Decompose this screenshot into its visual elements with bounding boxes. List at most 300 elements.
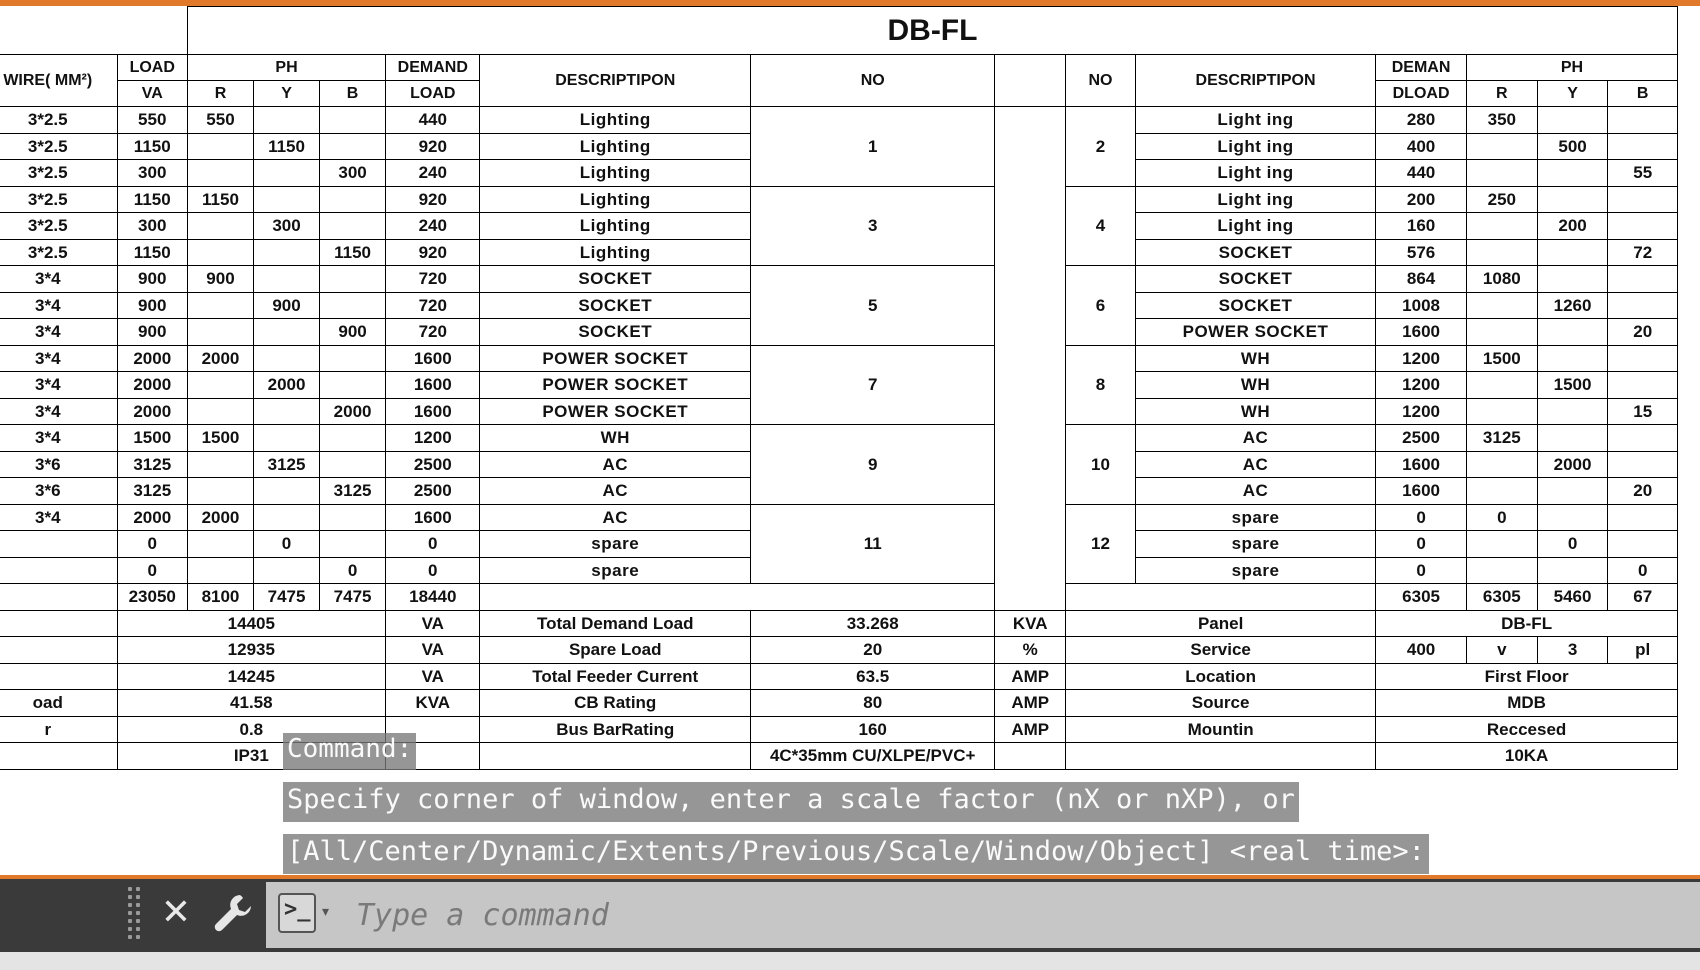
panel-info-value: First Floor <box>1376 663 1678 690</box>
table-row <box>0 107 1678 134</box>
phase-r: 1150 <box>187 186 253 213</box>
header-demand: DEMAND <box>386 55 480 81</box>
circuit-no-right: 12 <box>1066 504 1136 584</box>
demand-load-right: 1600 <box>1376 319 1467 346</box>
panel-info-value: 10KA <box>1376 743 1678 770</box>
close-icon[interactable]: ✕ <box>160 892 192 933</box>
phase-r <box>187 213 253 240</box>
phase-b <box>320 213 386 240</box>
description: SOCKET <box>480 266 751 293</box>
summary-item-unit: AMP <box>995 663 1066 690</box>
header-ph: PH <box>187 55 385 81</box>
demand-load-right: 160 <box>1376 213 1467 240</box>
load-va: 900 <box>117 266 187 293</box>
phase-b <box>320 451 386 478</box>
load-va: 0 <box>117 531 187 558</box>
phase-y-right <box>1537 478 1608 505</box>
phase-b-right <box>1608 107 1678 134</box>
summary-value: IP31 <box>117 743 386 770</box>
demand-load-right: 0 <box>1376 531 1467 558</box>
phase-y-right: 2000 <box>1537 451 1608 478</box>
phase-r-right: 0 <box>1466 504 1537 531</box>
phase-y: 0 <box>254 531 320 558</box>
phase-r-right <box>1466 239 1537 266</box>
header-description-right: DESCRIPTIPON <box>1135 55 1375 107</box>
phase-r <box>187 133 253 160</box>
table-row <box>0 266 1678 293</box>
description: POWER SOCKET <box>480 345 751 372</box>
description: SOCKET <box>480 292 751 319</box>
summary-label <box>0 663 117 690</box>
phase-y-right <box>1537 504 1608 531</box>
phase-y-right: 200 <box>1537 213 1608 240</box>
phase-y: 300 <box>254 213 320 240</box>
header-no-right: NO <box>1066 55 1136 107</box>
demand-load: 1600 <box>386 345 480 372</box>
phase-r <box>187 319 253 346</box>
panel-info-label: Service <box>1066 637 1376 664</box>
summary-label <box>0 610 117 637</box>
drawing-canvas[interactable] <box>0 6 1700 876</box>
wire-size: 3*6 <box>0 478 117 505</box>
panel-info-value: MDB <box>1376 690 1678 717</box>
description-right: POWER SOCKET <box>1135 319 1375 346</box>
circuit-no-right: 6 <box>1066 266 1136 346</box>
phase-y <box>254 107 320 134</box>
wire-size: 3*4 <box>0 345 117 372</box>
header-b-right: B <box>1608 81 1678 107</box>
circuit-no: 9 <box>751 425 995 505</box>
phase-y-right <box>1537 425 1608 452</box>
phase-y-right <box>1537 345 1608 372</box>
header-description: DESCRIPTIPON <box>480 55 751 107</box>
header-va: VA <box>117 81 187 107</box>
description: POWER SOCKET <box>480 398 751 425</box>
demand-load: 720 <box>386 266 480 293</box>
phase-r <box>187 239 253 266</box>
phase-b: 3125 <box>320 478 386 505</box>
summary-item-value: 20 <box>751 637 995 664</box>
demand-load: 1600 <box>386 372 480 399</box>
demand-load: 720 <box>386 292 480 319</box>
circuit-no-right: 8 <box>1066 345 1136 425</box>
phase-y-right <box>1537 557 1608 584</box>
demand-load-right: 576 <box>1376 239 1467 266</box>
summary-item-label <box>480 743 751 770</box>
phase-y: 900 <box>254 292 320 319</box>
phase-r-right <box>1466 213 1537 240</box>
title-spacer <box>117 7 187 55</box>
summary-unit: VA <box>386 663 480 690</box>
demand-load-right: 280 <box>1376 107 1467 134</box>
summary-item-label: Bus BarRating <box>480 716 751 743</box>
phase-b-right <box>1608 213 1678 240</box>
command-prompt-icon[interactable]: >_ <box>278 893 316 933</box>
summary-row <box>0 663 1678 690</box>
phase-y <box>254 266 320 293</box>
description-right: Light ing <box>1135 213 1375 240</box>
demand-load-right: 200 <box>1376 186 1467 213</box>
phase-y <box>254 478 320 505</box>
wire-size: 3*2.5 <box>0 107 117 134</box>
phase-y-right <box>1537 186 1608 213</box>
description: AC <box>480 478 751 505</box>
summary-unit: KVA <box>386 690 480 717</box>
summary-item-unit: KVA <box>995 610 1066 637</box>
phase-b-right: 72 <box>1608 239 1678 266</box>
summary-label <box>0 743 117 770</box>
phase-y: 3125 <box>254 451 320 478</box>
phase-b: 0 <box>320 557 386 584</box>
totals-spacer <box>1066 584 1376 611</box>
demand-load-right: 2500 <box>1376 425 1467 452</box>
summary-label: r <box>0 716 117 743</box>
total-demand-right: 6305 <box>1376 584 1467 611</box>
phase-r-right <box>1466 531 1537 558</box>
phase-r-right <box>1466 478 1537 505</box>
phase-r-right <box>1466 292 1537 319</box>
phase-r-right <box>1466 557 1537 584</box>
phase-b-right: 20 <box>1608 319 1678 346</box>
description: Lighting <box>480 239 751 266</box>
load-va: 2000 <box>117 372 187 399</box>
load-va: 1150 <box>117 133 187 160</box>
wrench-icon[interactable] <box>210 889 258 937</box>
demand-load: 1200 <box>386 425 480 452</box>
load-va: 3125 <box>117 478 187 505</box>
phase-r-right <box>1466 133 1537 160</box>
phase-b <box>320 345 386 372</box>
phase-y-right: 0 <box>1537 531 1608 558</box>
summary-label: oad <box>0 690 117 717</box>
phase-y <box>254 557 320 584</box>
description: Lighting <box>480 213 751 240</box>
service-phase: 3 <box>1537 637 1608 664</box>
phase-y <box>254 160 320 187</box>
phase-b-right <box>1608 292 1678 319</box>
phase-y-right <box>1537 239 1608 266</box>
description-right: SOCKET <box>1135 292 1375 319</box>
circuit-no: 5 <box>751 266 995 346</box>
demand-load-right: 440 <box>1376 160 1467 187</box>
description-right: WH <box>1135 345 1375 372</box>
service-phase-unit: pl <box>1608 637 1678 664</box>
command-input[interactable] <box>356 892 1656 938</box>
phase-r <box>187 292 253 319</box>
status-bar <box>0 952 1700 970</box>
wire-size: 3*4 <box>0 319 117 346</box>
load-va: 1150 <box>117 186 187 213</box>
summary-item-label: Total Demand Load <box>480 610 751 637</box>
phase-b <box>320 186 386 213</box>
wire-size: 3*2.5 <box>0 239 117 266</box>
phase-b-right: 15 <box>1608 398 1678 425</box>
phase-b-right <box>1608 345 1678 372</box>
summary-value: 14245 <box>117 663 386 690</box>
load-va: 3125 <box>117 451 187 478</box>
wire-size <box>0 531 117 558</box>
panel-info-value: Reccesed <box>1376 716 1678 743</box>
panel-info-label: Mountin <box>1066 716 1376 743</box>
summary-row <box>0 690 1678 717</box>
phase-y <box>254 425 320 452</box>
phase-y-right <box>1537 319 1608 346</box>
phase-y-right <box>1537 266 1608 293</box>
description-right: AC <box>1135 425 1375 452</box>
circuit-no: 1 <box>751 107 995 187</box>
summary-row <box>0 637 1678 664</box>
table-row <box>0 425 1678 452</box>
panel-schedule-table <box>0 6 1678 770</box>
panel-info-value: DB-FL <box>1376 610 1678 637</box>
phase-b <box>320 531 386 558</box>
description: WH <box>480 425 751 452</box>
phase-r <box>187 160 253 187</box>
phase-b: 1150 <box>320 239 386 266</box>
header-y: Y <box>254 81 320 107</box>
load-va: 550 <box>117 107 187 134</box>
phase-r-right <box>1466 160 1537 187</box>
table-row <box>0 345 1678 372</box>
phase-y-right: 500 <box>1537 133 1608 160</box>
description: POWER SOCKET <box>480 372 751 399</box>
phase-b-right <box>1608 186 1678 213</box>
description-right: AC <box>1135 478 1375 505</box>
table-row <box>0 186 1678 213</box>
phase-r-right: 250 <box>1466 186 1537 213</box>
phase-r-right <box>1466 451 1537 478</box>
demand-load-right: 864 <box>1376 266 1467 293</box>
phase-b-right: 0 <box>1608 557 1678 584</box>
description-right: WH <box>1135 398 1375 425</box>
total-r-right: 6305 <box>1466 584 1537 611</box>
phase-y <box>254 186 320 213</box>
center-gap <box>995 107 1066 611</box>
phase-r: 550 <box>187 107 253 134</box>
circuit-no: 3 <box>751 186 995 266</box>
circuit-no: 7 <box>751 345 995 425</box>
description-right: Light ing <box>1135 186 1375 213</box>
description-right: SOCKET <box>1135 239 1375 266</box>
demand-load: 2500 <box>386 451 480 478</box>
phase-b-right: 55 <box>1608 160 1678 187</box>
summary-value: 12935 <box>117 637 386 664</box>
phase-b <box>320 266 386 293</box>
load-va: 900 <box>117 292 187 319</box>
summary-item-label: Total Feeder Current <box>480 663 751 690</box>
service-voltage-unit: v <box>1466 637 1537 664</box>
phase-r <box>187 451 253 478</box>
phase-r: 900 <box>187 266 253 293</box>
summary-item-value: 33.268 <box>751 610 995 637</box>
summary-item-value: 4C*35mm CU/XLPE/PVC+ <box>751 743 995 770</box>
header-y-right: Y <box>1537 81 1608 107</box>
wire-size: 3*4 <box>0 266 117 293</box>
demand-load-right: 1200 <box>1376 345 1467 372</box>
description: Lighting <box>480 186 751 213</box>
summary-row <box>0 716 1678 743</box>
load-va: 300 <box>117 160 187 187</box>
description-right: Light ing <box>1135 160 1375 187</box>
summary-item-label: Spare Load <box>480 637 751 664</box>
total-va: 23050 <box>117 584 187 611</box>
total-b-right: 67 <box>1608 584 1678 611</box>
load-va: 2000 <box>117 345 187 372</box>
phase-b-right <box>1608 451 1678 478</box>
description: AC <box>480 451 751 478</box>
phase-y-right: 1500 <box>1537 372 1608 399</box>
summary-item-value: 63.5 <box>751 663 995 690</box>
wire-size: 3*4 <box>0 372 117 399</box>
title-spacer <box>0 7 117 55</box>
total-r: 8100 <box>187 584 253 611</box>
wire-size: 3*4 <box>0 292 117 319</box>
demand-load: 240 <box>386 213 480 240</box>
header-wire: WIRE( MM²) <box>0 55 117 107</box>
description-right: Light ing <box>1135 107 1375 134</box>
description-right: spare <box>1135 531 1375 558</box>
summary-item-unit <box>995 743 1066 770</box>
phase-b <box>320 425 386 452</box>
phase-y-right: 1260 <box>1537 292 1608 319</box>
summary-row <box>0 743 1678 770</box>
phase-y <box>254 239 320 266</box>
phase-b: 300 <box>320 160 386 187</box>
summary-item-value: 80 <box>751 690 995 717</box>
phase-y-right <box>1537 160 1608 187</box>
recent-commands-dropdown-icon[interactable]: ▾ <box>322 904 330 920</box>
demand-load-right: 1600 <box>1376 451 1467 478</box>
phase-r-right <box>1466 398 1537 425</box>
summary-item-unit: AMP <box>995 690 1066 717</box>
summary-unit: VA <box>386 637 480 664</box>
phase-b <box>320 133 386 160</box>
summary-value: 14405 <box>117 610 386 637</box>
drag-handle-icon[interactable] <box>128 887 148 941</box>
phase-y-right <box>1537 107 1608 134</box>
circuit-no-right: 10 <box>1066 425 1136 505</box>
summary-item-value: 160 <box>751 716 995 743</box>
wire-size: 3*4 <box>0 504 117 531</box>
demand-load: 720 <box>386 319 480 346</box>
header-r-right: R <box>1466 81 1537 107</box>
phase-r <box>187 398 253 425</box>
wire-size: 3*4 <box>0 398 117 425</box>
phase-b <box>320 504 386 531</box>
demand-load: 1600 <box>386 504 480 531</box>
phase-r <box>187 372 253 399</box>
phase-y <box>254 398 320 425</box>
summary-item-unit: AMP <box>995 716 1066 743</box>
phase-r: 2000 <box>187 504 253 531</box>
phase-b <box>320 372 386 399</box>
wire-size: 3*2.5 <box>0 213 117 240</box>
phase-y: 1150 <box>254 133 320 160</box>
totals-spacer <box>480 584 995 611</box>
demand-load: 1600 <box>386 398 480 425</box>
header-spacer <box>995 55 1066 107</box>
command-history-label: Command: <box>283 733 416 770</box>
totals-spacer <box>0 584 117 611</box>
description: spare <box>480 557 751 584</box>
description: spare <box>480 531 751 558</box>
demand-load-right: 0 <box>1376 557 1467 584</box>
description-right: Light ing <box>1135 133 1375 160</box>
description-right: spare <box>1135 504 1375 531</box>
phase-r-right <box>1466 319 1537 346</box>
phase-b-right <box>1608 372 1678 399</box>
phase-r-right: 1080 <box>1466 266 1537 293</box>
circuit-no-right: 4 <box>1066 186 1136 266</box>
phase-r: 2000 <box>187 345 253 372</box>
phase-b: 2000 <box>320 398 386 425</box>
total-b: 7475 <box>320 584 386 611</box>
demand-load: 240 <box>386 160 480 187</box>
description-right: SOCKET <box>1135 266 1375 293</box>
phase-b-right <box>1608 425 1678 452</box>
panel-info-label <box>1066 743 1376 770</box>
total-y: 7475 <box>254 584 320 611</box>
description-right: AC <box>1135 451 1375 478</box>
wire-size: 3*4 <box>0 425 117 452</box>
header-b: B <box>320 81 386 107</box>
wire-size: 3*2.5 <box>0 133 117 160</box>
description-right: WH <box>1135 372 1375 399</box>
summary-item-label: CB Rating <box>480 690 751 717</box>
command-options-line[interactable]: [All/Center/Dynamic/Extents/Previous/Scale/Window/Object] <real time>: <box>283 834 1429 874</box>
demand-load-right: 0 <box>1376 504 1467 531</box>
phase-r: 1500 <box>187 425 253 452</box>
load-va: 300 <box>117 213 187 240</box>
summary-item-unit: % <box>995 637 1066 664</box>
demand-load: 920 <box>386 186 480 213</box>
demand-load: 0 <box>386 557 480 584</box>
table-row <box>0 504 1678 531</box>
header-dload-right: DLOAD <box>1376 81 1467 107</box>
phase-r <box>187 478 253 505</box>
description: Lighting <box>480 107 751 134</box>
demand-load-right: 1200 <box>1376 398 1467 425</box>
phase-y-right <box>1537 398 1608 425</box>
phase-b-right <box>1608 531 1678 558</box>
load-va: 1500 <box>117 425 187 452</box>
phase-y: 2000 <box>254 372 320 399</box>
demand-load-right: 1200 <box>1376 372 1467 399</box>
phase-r-right: 350 <box>1466 107 1537 134</box>
demand-load: 920 <box>386 239 480 266</box>
load-va: 2000 <box>117 398 187 425</box>
header-demand-right: DEMAN <box>1376 55 1467 81</box>
phase-b <box>320 107 386 134</box>
phase-b-right <box>1608 504 1678 531</box>
panel-info-label: Location <box>1066 663 1376 690</box>
phase-b: 900 <box>320 319 386 346</box>
description-right: spare <box>1135 557 1375 584</box>
phase-y <box>254 319 320 346</box>
demand-load-right: 1008 <box>1376 292 1467 319</box>
command-prompt-line: Specify corner of window, enter a scale factor (nX or nXP), or <box>283 782 1299 822</box>
load-va: 0 <box>117 557 187 584</box>
circuit-no: 11 <box>751 504 995 584</box>
phase-r-right: 3125 <box>1466 425 1537 452</box>
phase-y <box>254 345 320 372</box>
wire-size: 3*6 <box>0 451 117 478</box>
load-va: 1150 <box>117 239 187 266</box>
service-voltage: 400 <box>1376 637 1467 664</box>
description: Lighting <box>480 160 751 187</box>
demand-load-right: 1600 <box>1376 478 1467 505</box>
demand-load: 440 <box>386 107 480 134</box>
